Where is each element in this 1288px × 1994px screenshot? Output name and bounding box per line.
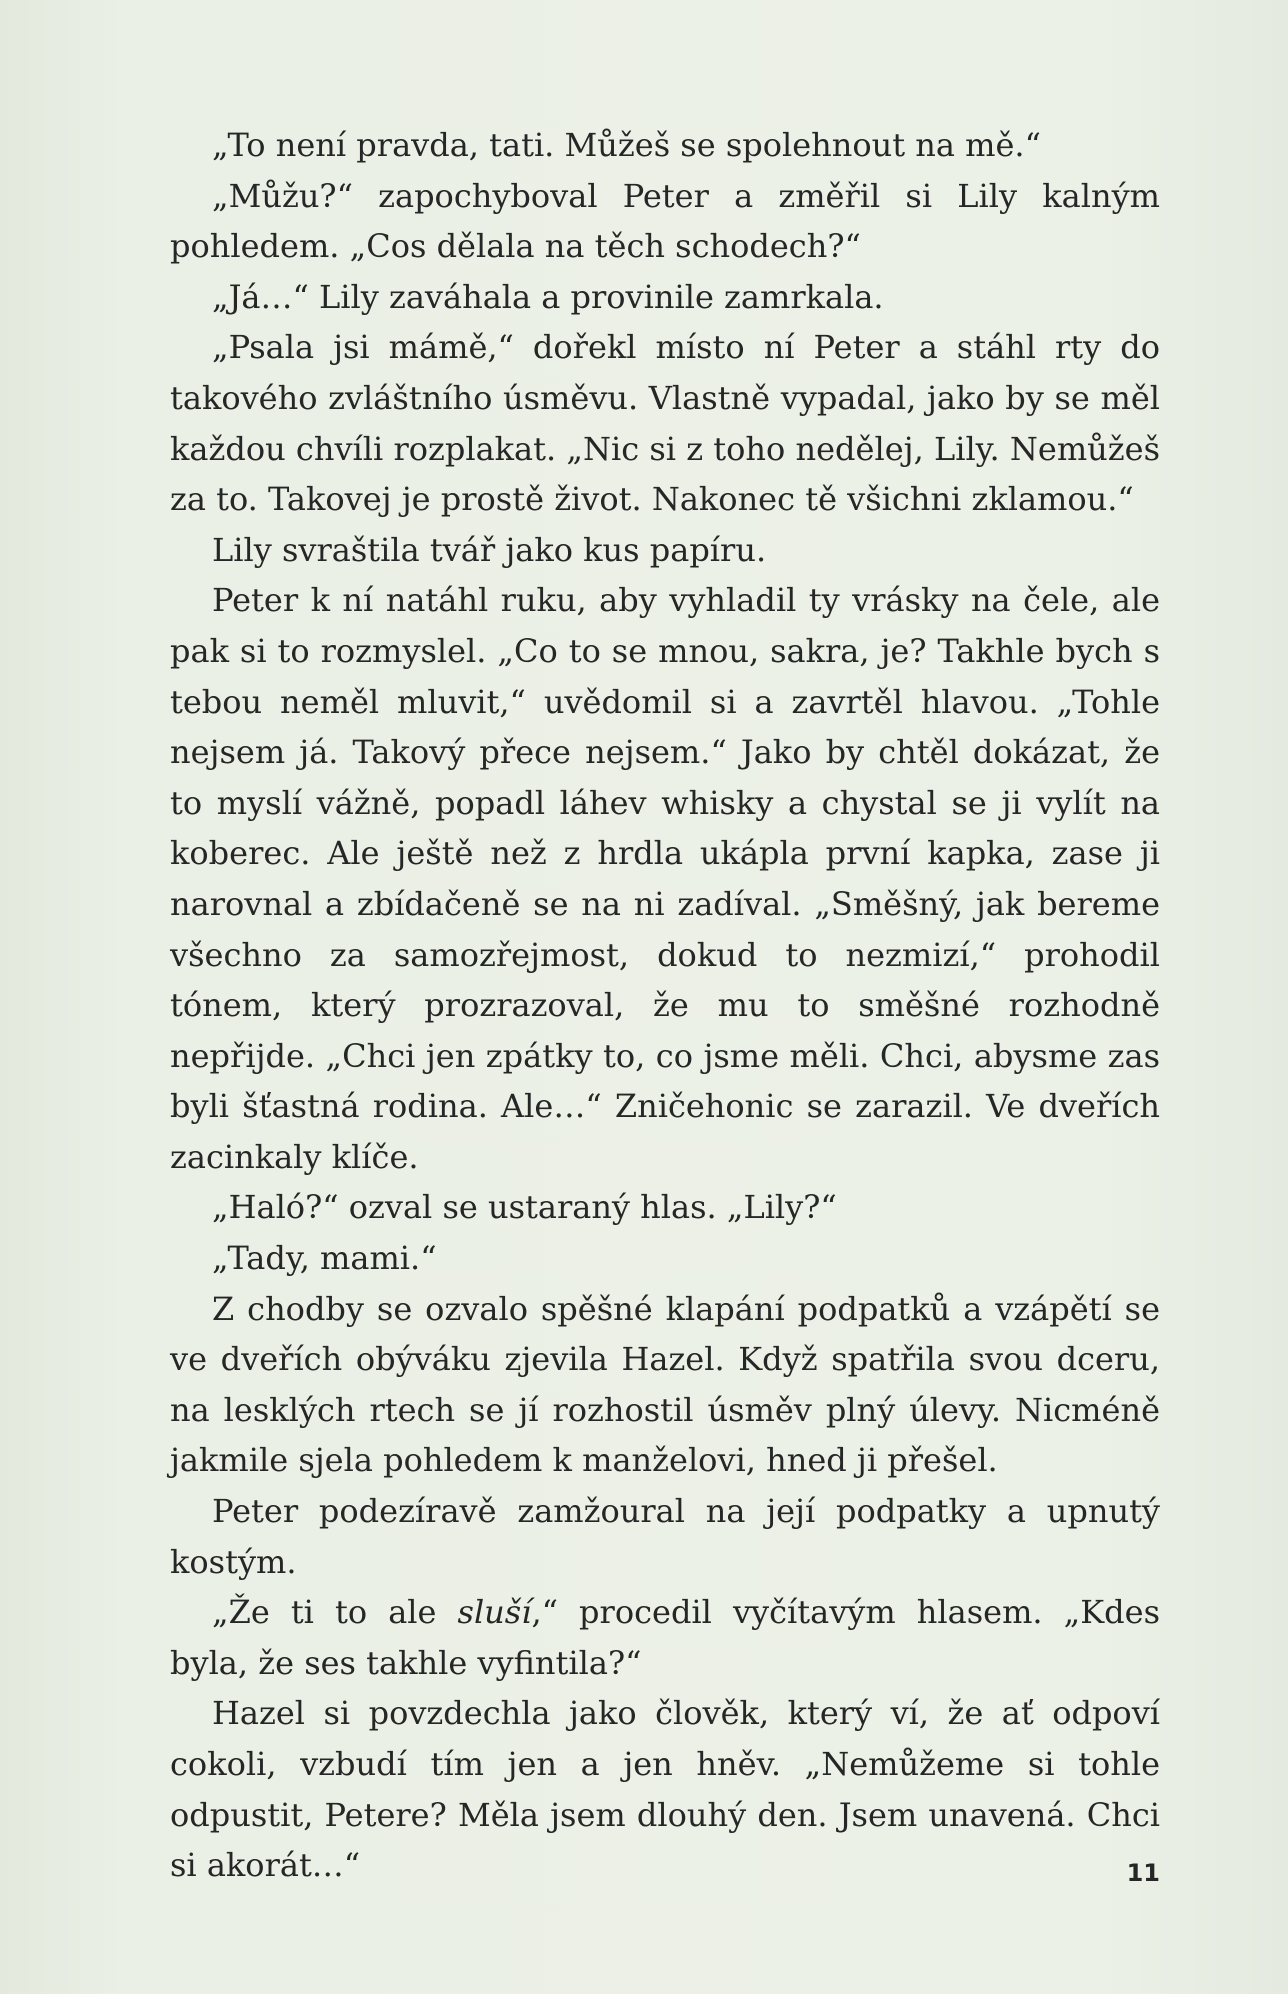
body-text bbox=[170, 120, 1160, 1891]
paragraph bbox=[170, 1587, 1160, 1688]
paragraph-text: ,“ procedil vyčítavým hlasem. „Kdes byla, že ses takhle vyfintila?“ bbox=[170, 1593, 1160, 1682]
paragraph: „Já…“ Lily zaváhala a provinile zamrkala. bbox=[212, 277, 884, 316]
page-number: 11 bbox=[1126, 1859, 1160, 1887]
paragraph: „To není pravda, tati. Můžeš se spolehnout na mě.“ bbox=[212, 126, 1041, 164]
paragraph: Peter podezíravě zamžoural na její podpatky a upnutý kostým. bbox=[170, 1492, 1160, 1581]
paragraph: Hazel si povzdechla jako člověk, který ví, že ať odpoví cokoli, vzbudí tím jen a jen hněv. „Nemůžeme si tohle odpustit, Petere? Měla jsem dlouhý den. Jsem unavená. Chci si akorát…“ bbox=[170, 1694, 1160, 1885]
paragraph: Z chodby se ozvalo spěšné klapání podpatků a vzápětí se ve dveřích obýváku zjevila Hazel. Když spatřila svou dceru, na lesklých rtech se jí rozhostil úsměv plný úlevy. Nicméně jakmile sjela pohledem k manželovi, hned ji přešel. bbox=[170, 1289, 1160, 1480]
emphasized-word: sluší bbox=[457, 1593, 532, 1632]
paragraph-text: „Že ti to ale bbox=[212, 1593, 458, 1632]
paragraph: „Tady, mami.“ bbox=[212, 1239, 437, 1278]
paragraph: „Psala jsi mámě,“ dořekl místo ní Peter a stáhl rty do takového zvláštního úsměvu. Vlastně vypadal, jako by se měl každou chvíli rozplakat. „Nic si z toho nedělej, Lily. Nemůžeš za to. Takovej je prostě život. Nakonec tě všichni zklamou.“ bbox=[170, 328, 1160, 519]
paragraph: „Můžu?“ zapochyboval Peter a změřil si Lily kalným pohledem. „Cos dělala na těch schodech?“ bbox=[170, 176, 1160, 266]
paragraph: „Haló?“ ozval se ustaraný hlas. „Lily?“ bbox=[212, 1188, 837, 1227]
paragraph: Lily svraštila tvář jako kus papíru. bbox=[212, 530, 767, 569]
paragraph: Peter k ní natáhl ruku, aby vyhladil ty vrásky na čele, ale pak si to rozmyslel. „Co to se mnou, sakra, je? Takhle bych s tebou neměl mluvit,“ uvědomil si a zavrtěl hlavou. „Tohle nejsem já. Takový přece nejsem.“ Jako by chtěl dokázat, že to myslí vážně, popadl láhev whisky a chystal se ji vylít na koberec. Ale ještě než z hrdla ukápla první kapka, zase ji narovnal a zbídačeně se na ni zadíval. „Směšný, jak bereme všechno za samozřejmost, dokud to nezmizí,“ prohodil tónem, který prozrazoval, že mu to směšné rozhodně nepřijde. „Chci jen zpátky to, co jsme měli. Chci, abysme zas byli šťastná rodina. Ale…“ Zničehonic se zarazil. Ve dveřích zacinkaly klíče. bbox=[170, 581, 1160, 1176]
